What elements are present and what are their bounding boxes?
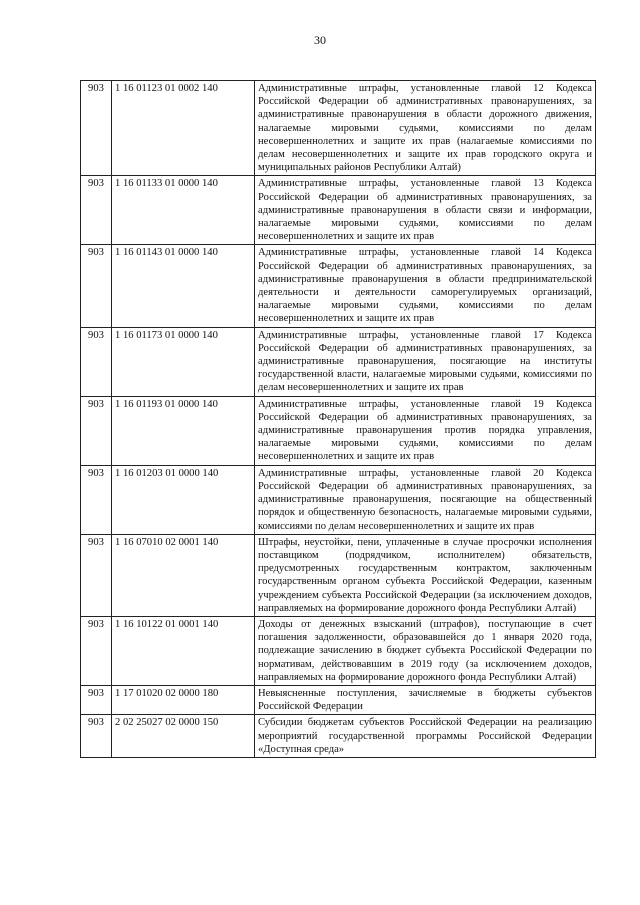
table-row	[81, 465, 596, 534]
budget-code-cell: 1 16 01123 01 0002 140	[112, 81, 255, 176]
budget-code-cell: 1 16 01193 01 0000 140	[112, 396, 255, 465]
description-cell: Невыясненные поступления, зачисляемые в бюджеты субъектов Российской Федерации	[255, 685, 596, 714]
admin-code-cell: 903	[81, 685, 112, 714]
budget-code-cell: 1 16 01173 01 0000 140	[112, 327, 255, 396]
table-row	[81, 616, 596, 685]
budget-code-cell: 2 02 25027 02 0000 150	[112, 715, 255, 758]
budget-code-cell: 1 17 01020 02 0000 180	[112, 685, 255, 714]
table-row	[81, 534, 596, 616]
description-cell: Административные штрафы, установленные главой 19 Кодекса Российской Федерации об административных правонарушениях, за административные правонарушения против порядка управления, налагаемые мировыми судьями, комиссиями по делам несовершеннолетних и защите их прав	[255, 396, 596, 465]
description-cell: Доходы от денежных взысканий (штрафов), поступающие в счет погашения задолженности, образовавшейся до 1 января 2020 года, подлежащие зачислению в бюджет субъекта Российской Федерации по нормативам, действовавшим в 2019 году (за исключением доходов, направляемых на формирование дорожного фонда Республики Алтай)	[255, 616, 596, 685]
admin-code-cell: 903	[81, 465, 112, 534]
table-row	[81, 81, 596, 176]
budget-code-cell: 1 16 01143 01 0000 140	[112, 245, 255, 327]
budget-code-cell: 1 16 01203 01 0000 140	[112, 465, 255, 534]
admin-code-cell: 903	[81, 396, 112, 465]
description-cell: Административные штрафы, установленные главой 13 Кодекса Российской Федерации об административных правонарушениях, за административные правонарушения в области связи и информации, налагаемые мировыми судьями, комиссиями по делам несовершеннолетних и защите их прав	[255, 176, 596, 245]
table-row	[81, 176, 596, 245]
admin-code-cell: 903	[81, 327, 112, 396]
admin-code-cell: 903	[81, 534, 112, 616]
admin-code-cell: 903	[81, 715, 112, 758]
admin-code-cell: 903	[81, 245, 112, 327]
description-cell: Штрафы, неустойки, пени, уплаченные в случае просрочки исполнения поставщиком (подрядчиком, исполнителем) обязательств, предусмотренных государственным контрактом, заключенным государственным органом субъекта Российской Федерации, казенным учреждением субъекта Российской Федерации (за исключением доходов, направляемых на формирование дорожного фонда Республики Алтай)	[255, 534, 596, 616]
description-cell: Административные штрафы, установленные главой 14 Кодекса Российской Федерации об административных правонарушениях, за административные правонарушения в области предпринимательской деятельности и деятельности саморегулируемых организаций, налагаемые мировыми судьями, комиссиями по делам несовершеннолетних и защите их прав	[255, 245, 596, 327]
table-row	[81, 715, 596, 758]
table-row	[81, 245, 596, 327]
table-row	[81, 396, 596, 465]
description-cell: Административные штрафы, установленные главой 12 Кодекса Российской Федерации об административных правонарушениях, за административные правонарушения в области дорожного движения, налагаемые мировыми судьями, комиссиями по делам несовершеннолетних и защите их прав (налагаемые комиссиями по делам несовершеннолетних и защите их прав городского округа и муниципальных районов Республики Алтай)	[255, 81, 596, 176]
revenue-codes-table	[80, 80, 596, 758]
budget-code-cell: 1 16 10122 01 0001 140	[112, 616, 255, 685]
table-row	[81, 685, 596, 714]
budget-code-cell: 1 16 01133 01 0000 140	[112, 176, 255, 245]
description-cell: Административные штрафы, установленные главой 17 Кодекса Российской Федерации об административных правонарушениях, за административные правонарушения, посягающие на институты государственной власти, налагаемые мировыми судьями, комиссиями по делам несовершеннолетних и защите их прав	[255, 327, 596, 396]
table-row	[81, 327, 596, 396]
description-cell: Субсидии бюджетам субъектов Российской Федерации на реализацию мероприятий государственной программы Российской Федерации «Доступная среда»	[255, 715, 596, 758]
admin-code-cell: 903	[81, 81, 112, 176]
page-number: 30	[314, 33, 326, 47]
admin-code-cell: 903	[81, 616, 112, 685]
admin-code-cell: 903	[81, 176, 112, 245]
budget-code-cell: 1 16 07010 02 0001 140	[112, 534, 255, 616]
description-cell: Административные штрафы, установленные главой 20 Кодекса Российской Федерации об административных правонарушениях, за административные правонарушения, посягающие на общественный порядок и общественную безопасность, налагаемые мировыми судьями, комиссиями по делам несовершеннолетних и защите их прав	[255, 465, 596, 534]
